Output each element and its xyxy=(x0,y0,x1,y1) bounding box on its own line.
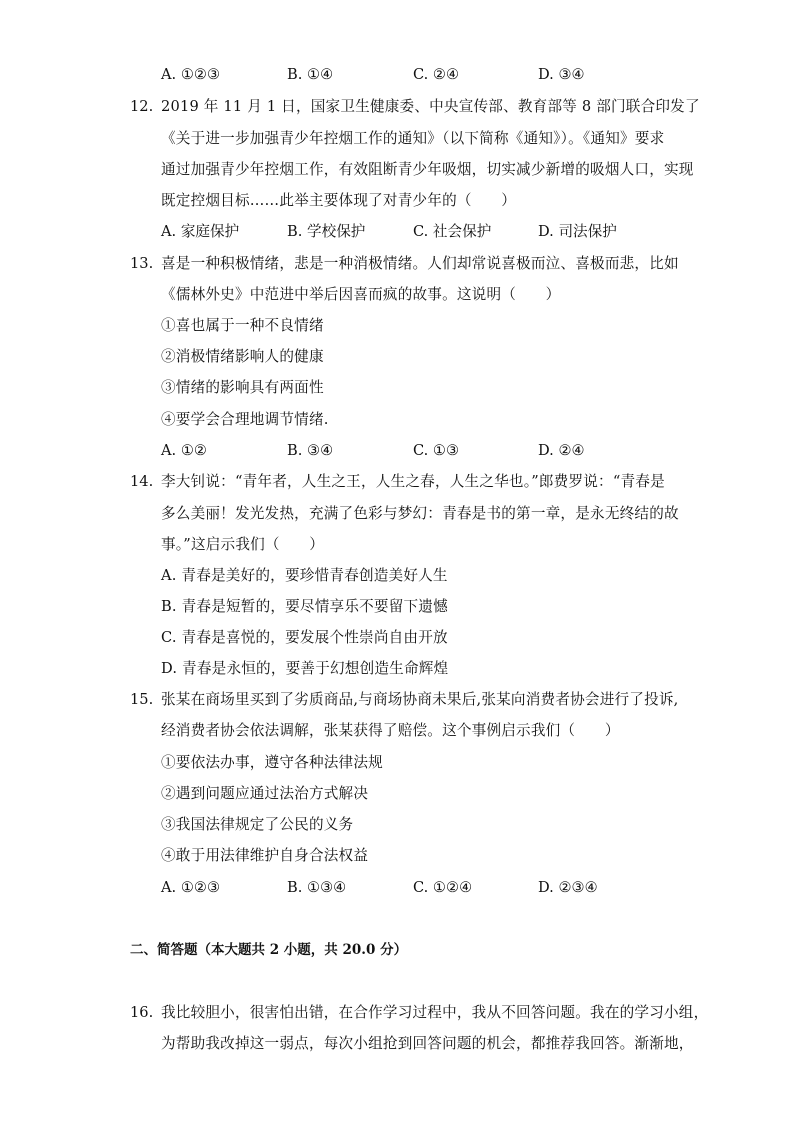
question-number: 12. xyxy=(130,98,154,115)
question-text-line: 张某在商场里买到了劣质商品,与商场协商未果后,张某向消费者协会进行了投诉, xyxy=(161,691,679,708)
option-c: C. ①③ xyxy=(413,442,460,459)
statement-item: ④要学会合理地调节情绪. xyxy=(161,411,329,428)
question-number: 15. xyxy=(130,691,154,708)
question-text-line: 为帮助我改掉这一弱点，每次小组抢到回答问题的机会，都推荐我回答。渐渐地， xyxy=(161,1035,694,1052)
option-a: A. 家庭保护 xyxy=(161,223,240,240)
statement-item: ①喜也属于一种不良情绪 xyxy=(161,317,324,334)
statement-item: ②遇到问题应通过法治方式解决 xyxy=(161,785,369,802)
option-d: D. ③④ xyxy=(538,66,585,83)
question-text-line: 李大钊说：“青年者，人生之王，人生之春，人生之华也。”郎费罗说：“青春是 xyxy=(161,473,665,490)
question-text-line: 既定控烟目标……此举主要体现了对青少年的（ ） xyxy=(161,192,517,209)
question-text-line: 通过加强青少年控烟工作，有效阻断青少年吸烟，切实减少新增的吸烟人口，实现 xyxy=(161,161,694,178)
option-c: C. 社会保护 xyxy=(413,223,492,240)
option-d: D. ②④ xyxy=(538,442,585,459)
question-text-line: 我比较胆小，很害怕出错，在合作学习过程中，我从不回答问题。我在的学习小组， xyxy=(161,1004,709,1021)
statement-item: ②消极情绪影响人的健康 xyxy=(161,348,324,365)
question-number: 14. xyxy=(130,473,154,490)
option-c: C. ②④ xyxy=(413,66,460,83)
question-text-line: 喜是一种积极情绪，悲是一种消极情绪。人们却常说喜极而泣、喜极而悲，比如 xyxy=(161,255,679,272)
question-text-line: 《儒林外史》中范进中举后因喜而疯的故事。这说明（ ） xyxy=(161,286,561,303)
question-text-line: 经消费者协会依法调解，张某获得了赔偿。这个事例启示我们（ ） xyxy=(161,722,620,739)
option-d: D. ②③④ xyxy=(538,879,598,896)
option-a: A. 青春是美好的，要珍惜青春创造美好人生 xyxy=(161,567,448,584)
option-c: C. ①②④ xyxy=(413,879,473,896)
statement-item: ①要依法办事，遵守各种法律法规 xyxy=(161,754,383,771)
option-b: B. ③④ xyxy=(287,442,334,459)
option-b: B. ①③④ xyxy=(287,879,347,896)
question-number: 16. xyxy=(130,1004,154,1021)
question-text-line: 《关于进一步加强青少年控烟工作的通知》（以下简称《通知》）。《通知》要求 xyxy=(161,130,665,147)
option-d: D. 司法保护 xyxy=(538,223,617,240)
option-b: B. 学校保护 xyxy=(287,223,366,240)
option-c: C. 青春是喜悦的，要发展个性崇尚自由开放 xyxy=(161,629,448,646)
section-heading: 二、简答题（本大题共 2 小题，共 20.0 分） xyxy=(130,942,408,958)
question-number: 13. xyxy=(130,255,154,272)
option-a: A. ①②③ xyxy=(161,879,221,896)
question-text-line: 多么美丽！发光发热，充满了色彩与梦幻：青春是书的第一章，是永无终结的故 xyxy=(161,505,679,522)
statement-item: ③情绪的影响具有两面性 xyxy=(161,379,324,396)
option-d: D. 青春是永恒的，要善于幻想创造生命辉煌 xyxy=(161,660,449,677)
statement-item: ③我国法律规定了公民的义务 xyxy=(161,816,354,833)
option-b: B. 青春是短暂的，要尽情享乐不要留下遗憾 xyxy=(161,598,448,615)
option-b: B. ①④ xyxy=(287,66,334,83)
statement-item: ④敢于用法律维护自身合法权益 xyxy=(161,847,369,864)
option-a: A. ①②③ xyxy=(161,66,221,83)
question-text-line: 事。”这启示我们（ ） xyxy=(161,536,325,553)
question-text-line: 2019 年 11 月 1 日，国家卫生健康委、中央宣传部、教育部等 8 部门联合印发了 xyxy=(161,98,700,115)
option-a: A. ①② xyxy=(161,442,207,459)
